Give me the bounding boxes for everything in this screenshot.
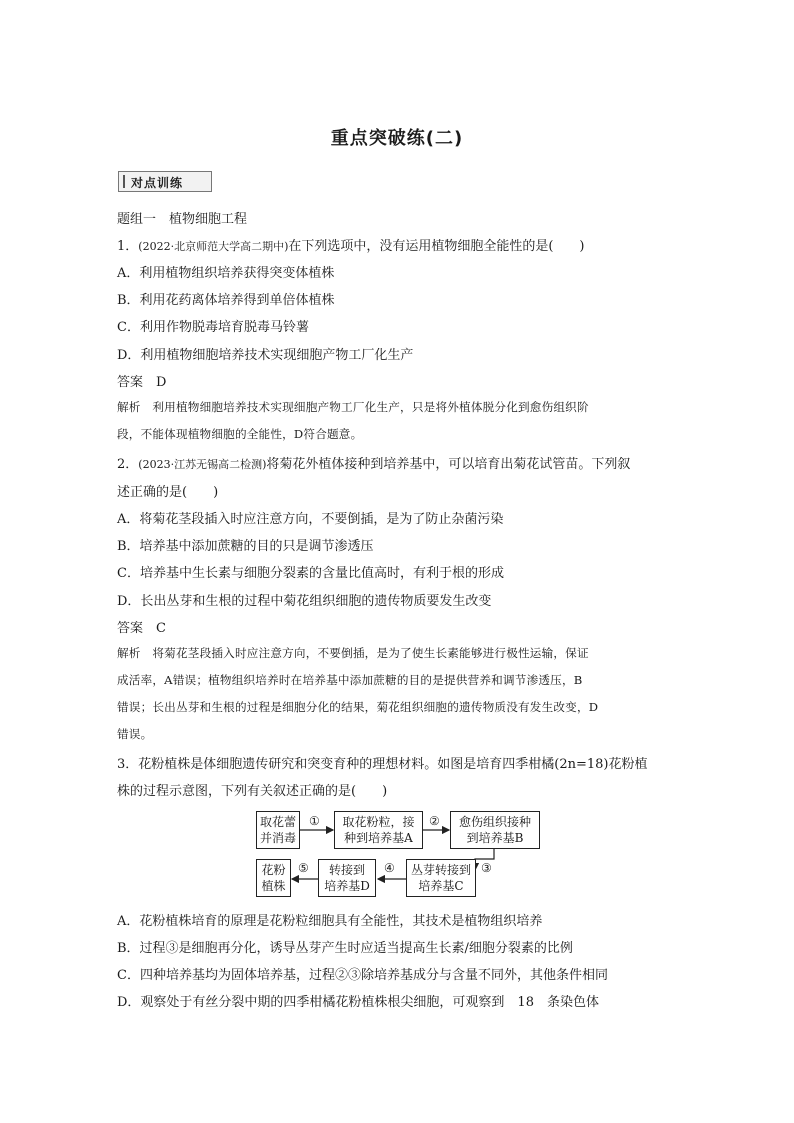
flow-box-2-line-2: 种到培养基A [344,831,413,845]
flow-box-3 [450,811,540,849]
flow-box-3-line-2: 到培养基B [466,831,524,845]
flow-box-3-line-1: 愈伤组织接种 [458,815,531,829]
flow-box-5-line-2: 培养基D [324,879,370,893]
q3-option-a: A．花粉植株培育的原理是花粉粒细胞具有全能性，其技术是植物组织培养 [117,914,543,929]
step-label-3: ③ [481,861,492,875]
q3-stem-line-2: 株的过程示意图，下列有关叙述正确的是( ) [117,784,388,799]
q2-option-d: D．长出丛芽和生根的过程中菊花组织细胞的遗传物质要发生改变 [117,594,492,609]
q1-answer-value: D [156,375,167,390]
flow-box-6 [256,859,291,897]
q2-stem-line-2: 述正确的是( ) [117,485,219,500]
q2-explain-text-1: 将菊花茎段插入时应注意方向，不要倒插，是为了使生长素能够进行极性运输，保证 [152,646,589,660]
flow-box-5-line-1: 转接到 [328,863,365,877]
flow-box-2-line-1: 取花粉粒，接 [342,815,415,829]
flow-box-1-line-2: 并消毒 [259,831,296,845]
step-label-2: ② [429,814,440,828]
step-label-1: ① [309,814,320,828]
q2-explain-line-4: 错误。 [117,727,153,741]
q2-answer-label: 答案 [117,621,144,636]
flow-box-1-line-1: 取花蕾 [259,815,296,829]
flow-box-6-line-1: 花粉 [261,863,286,877]
q2-explain-label: 解析 [117,646,141,660]
q1-option-c: C．利用作物脱毒培育脱毒马铃薯 [117,320,309,335]
q1-explain-line-2: 段，不能体现植物细胞的全能性，D符合题意。 [117,427,363,441]
q2-option-c: C．培养基中生长素与细胞分裂素的含量比值高时，有利于根的形成 [117,566,504,581]
q2-option-a: A．将菊花茎段插入时应注意方向，不要倒插，是为了防止杂菌污染 [117,512,504,527]
q2-option-b: B．培养基中添加蔗糖的目的只是调节渗透压 [117,539,374,554]
q1-option-d: D．利用植物细胞培养技术实现细胞产物工厂化生产 [117,348,414,363]
flow-box-4 [406,859,476,897]
q3-option-b: B．过程③是细胞再分化，诱导丛芽产生时应适当提高生长素/细胞分裂素的比例 [117,941,573,956]
q1-answer-label: 答案 [117,375,144,390]
q1-explain-text-1: 利用植物细胞培养技术实现细胞产物工厂化生产，只是将外植体脱分化到愈伤组织阶 [152,400,589,414]
flow-box-6-line-2: 植株 [261,879,286,893]
flow-box-1 [256,811,300,849]
q2-answer-value: C [156,621,166,636]
flow-box-4-line-1: 丛芽转接到 [410,863,471,877]
step-label-4: ④ [384,861,395,875]
q3-option-d: D．观察处于有丝分裂中期的四季柑橘花粉植株根尖细胞，可观察到 18 条染色体 [117,995,599,1010]
page-title: 重点突破练(二) [330,128,464,149]
step-label-5: ⑤ [298,861,309,875]
q1-stem-text: 在下列选项中，没有运用植物细胞全能性的是( ) [288,239,585,254]
q3-option-c: C．四种培养基均为固体培养基，过程②③除培养基成分与含量不同外，其他条件相同 [117,968,608,983]
q3-stem-line-1: 3．花粉植株是体细胞遗传研究和突变育种的理想材料。如图是培育四季柑橘(2n=18)花粉植 [117,757,648,772]
q1-source: (2022·北京师范大学高二期中) [138,240,289,253]
flow-box-5 [318,859,376,897]
q2-explain-line-2: 成活率，A错误；植物组织培养时在培养基中添加蔗糖的目的是提供营养和调节渗透压，B [117,673,583,687]
q1-option-a: A．利用植物组织培养获得突变体植株 [117,266,335,281]
q2-number: 2． [117,457,139,472]
flow-box-2 [334,811,423,849]
q1-number: 1． [117,239,139,254]
section-tag-label: 对点训练 [131,176,184,190]
group-heading: 题组一 植物细胞工程 [117,212,248,227]
q1-option-b: B．利用花药离体培养得到单倍体植株 [117,293,335,308]
q2-source: (2023·江苏无锡高二检测) [138,458,267,471]
flow-box-4-line-2: 培养基C [418,879,464,893]
q1-explain-label: 解析 [117,400,141,414]
q2-stem-text: 将菊花外植体接种到培养基中，可以培育出菊花试管苗。下列叙 [266,457,631,472]
q2-explain-line-3: 错误；长出丛芽和生根的过程是细胞分化的结果，菊花组织细胞的遗传物质没有发生改变，D [117,700,599,714]
